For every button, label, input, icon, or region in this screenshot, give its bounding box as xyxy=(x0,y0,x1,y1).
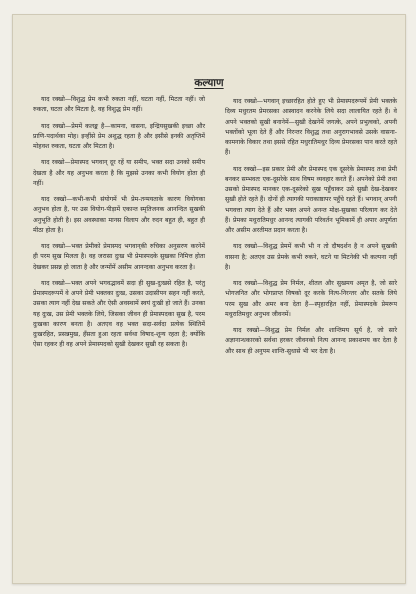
left-paragraph: याद रक्खो—प्रेममें कलङ्क है—कामना, वासना, इन्द्रियसुखकी इच्छा और प्राणि-पदार्थका मोह। इन्हींसे प्रेम अशुद्ध रहता है और इसीसे इनकी अतृप्तिमें मोहवश रुकता, घटता और मिटता है। xyxy=(33,122,205,150)
document-page xyxy=(12,14,406,584)
right-paragraph: याद रक्खो—विशुद्ध प्रेम निर्मल, शीतल और सुखमय अमृत है, जो सारे भोगजनित और भोगप्राप्त विषको दूर करके नित्य-निरन्तर और सतके लिये परम सुख और अमर बना देता है—स्पृहारहित नहीं, प्रेमास्पदके प्रेमरूप मधुरातिमधुर अनुभव जीवनमें। xyxy=(225,280,397,318)
left-paragraph: याद रक्खो—विशुद्ध प्रेम कभी रुकता नहीं, घटता नहीं, मिटता नहीं। जो रुकता, घटता और मिटता है, वह विशुद्ध प्रेम नहीं। xyxy=(33,96,205,114)
left-paragraph: याद रक्खो—कभी-कभी संयोगमें भी प्रेम-तन्मयताके कारण वियोगका अनुभव होता है, पर उस वियोग-पीड़ामें एकान्त स्मृतिजनक आनन्दित सुखकी अनुभूति होती है। इस अवस्थाका मानस विलाप और रुदन बहुत ही, बहुत ही मीठा होता है। xyxy=(33,196,205,234)
right-paragraph: याद रक्खो—इस प्रकार प्रेमी और प्रेमास्पद एक दूसरेके प्रेमास्पद तथा प्रेमी बनकर सम्भवतः एक-दूसरेके साथ विषम व्यवहार करते हैं। अपनेको प्रेमी तथा उसको प्रेमास्पद मानकर एक-दूसरेको सुख पहुँचाकर उसे सुखी देख-देखकर सुखी होते रहते हैं। दोनों ही त्यागकी पराकाष्ठापर पहुँचे रहते हैं। भगवान् अपनी भगवत्ता त्याग देते हैं और भक्त अपने अनन्त मोक्ष-सुखका परित्याग कर देते हैं। प्रेमका मधुरातिमधुर आनन्द त्यागकी परिवर्तन भूमिकामें ही अपार अपूर्णता और असीम अरतीमत प्रदान करता है। xyxy=(225,165,397,234)
left-column xyxy=(33,95,205,351)
right-paragraph: याद रक्खो—भगवान् इच्छारहित होते हुए भी प्रेमास्पदरूपमें प्रेमी भक्तके दिव्य मधुरतम प्रेमरसका आस्वादन करनेके लिये सदा लालायित रहते हैं। वे अपने भक्तको सुखी बनानेमें—सुखी देखनेमें जगत्के, अपने प्रभुत्वको, अपनी भक्तोंको भूला देते हैं और निरन्तर विशुद्ध तथा अनुरागभावसे उसके वासना-कामनाके विकार तथा इससे रहित मधुरातिमधुर दिव्य प्रेमरसका पान करते रहते हैं। xyxy=(225,98,397,157)
right-paragraph: याद रक्खो—विशुद्ध प्रेम निर्मल और शान्तिमय सूर्य है, जो सारे अज्ञानान्धकारको सर्वथा हरकर जीवनको नित्य आनन्द प्रकाशमय कर देता है और साथ ही अनुपम शान्ति-सुधासे भी भर देता है। xyxy=(225,327,397,355)
page-title: कल्याण xyxy=(194,77,224,89)
left-paragraph: याद रक्खो—भक्त प्रेमीको प्रेमास्पद भगवान्‌की रुचिका अनुसरण करनेमें ही परम सुख मिलता है। वह जरासा दुःख भी प्रेमास्पदके सुखका निमित्त होता देखकर प्रसन्न हो जाता है और जन्मोंमें असीम आनन्दका अनुभव करता है। xyxy=(33,243,205,271)
right-column xyxy=(225,97,397,357)
left-paragraph: याद रक्खो—भक्त अपने भगवद्भावमें सदा ही सुख-दुःखसे रहित है, परंतु प्रेमास्पदरूपमें वे अपने प्रेमी भक्तका दुःख, उसका उदासीपन सहन नहीं करते, उसका त्याग नहीं देख सकते और ऐसी अवस्थामें स्वयं दुःखी हो जाते हैं। उनका यह दुःख, उस प्रेमी भक्तके लिये, जिसका जीवन ही प्रेमास्पदका सुख है, परम दुःखका कारण बनता है। अतएव वह भक्त सदा-सर्वदा प्रत्येक स्थितिमें दुःखरहित, प्रसन्नमुख, हँसता हुआ रहता सर्वथा विषाद-शून्य रहता है; क्योंकि ऐसा रहकर ही वह अपने प्रेमास्पदको सुखी देखकर सुखी रह सकता है। xyxy=(33,279,205,349)
right-paragraph: याद रक्खो—विशुद्ध प्रेममें कभी भी न तो दौषदर्शन है न अपने सुखकी वासना है; अतएव उस प्रेमके कभी रुकने, घटने या मिटनेकी भी कल्पना नहीं है। xyxy=(225,243,397,271)
left-paragraph: याद रक्खो—प्रेमास्पद भगवान् दूर रहें या समीप, भक्त सदा उनको समीप देखता है और यह अनुभव करता है कि मुझसे उनका कभी वियोग होता ही नहीं। xyxy=(33,159,205,187)
